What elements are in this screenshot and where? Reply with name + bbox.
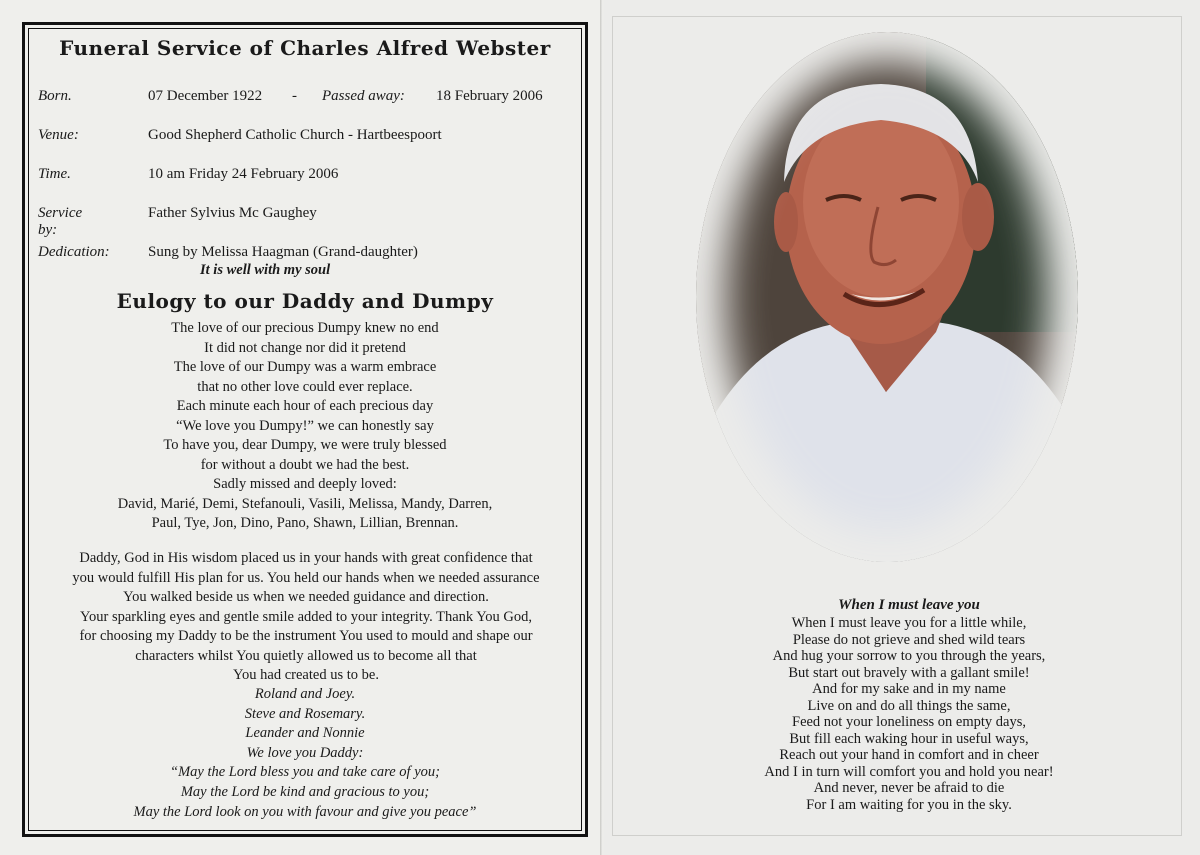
passed-away-label: Passed away: — [322, 88, 405, 104]
paragraph-line: characters whilst You quietly allowed us to become all that — [135, 647, 477, 664]
poem-line: But fill each waking hour in useful ways, — [789, 730, 1029, 747]
poem-line: But start out bravely with a gallant smile! — [788, 664, 1030, 681]
born-value: 07 December 1922 — [148, 88, 263, 104]
dedication-label: Dedication: — [38, 244, 110, 260]
poem-line: Live on and do all things the same, — [807, 697, 1011, 714]
poem-line: It did not change nor did it pretend — [204, 339, 406, 356]
farewell-poem — [704, 596, 1114, 813]
passed-away-value: 18 February 2006 — [436, 88, 543, 104]
poem-line: When I must leave you for a little while, — [791, 615, 1027, 631]
paragraph-line: You walked beside us when we needed guidance and direction. — [123, 589, 489, 605]
poem-line: “We love you Dumpy!” we can honestly say — [176, 417, 434, 434]
signature-line: We love you Daddy: — [246, 744, 364, 761]
poem-line: And never, never be afraid to die — [813, 780, 1005, 796]
paragraph-line: Daddy, God in His wisdom placed us in your hands with great confidence that — [79, 550, 533, 566]
poem-line: for without a doubt we had the best. — [200, 456, 410, 473]
paragraph-line: Your sparkling eyes and gentle smile added to your integrity. Thank You God, — [79, 608, 532, 625]
service-label: Service by: — [38, 205, 83, 238]
family-names: Paul, Tye, Jon, Dino, Pano, Shawn, Lillian, Brennan. — [151, 515, 459, 531]
poem-line: that no other love could ever replace. — [197, 378, 413, 395]
poem-line: Feed not your loneliness on empty days, — [792, 714, 1026, 730]
poem-line: Sadly missed and deeply loved: — [213, 476, 397, 492]
poem-line: And for my sake and in my name — [812, 681, 1006, 697]
poem-line: The love of our Dumpy was a warm embrace — [173, 359, 437, 375]
tribute-paragraph — [36, 549, 576, 686]
poem-line: And I in turn will comfort you and hold you near! — [764, 763, 1054, 780]
farewell-poem-title: When I must leave you — [838, 597, 980, 613]
paragraph-line: for choosing my Daddy to be the instrument You used to mould and shape our — [79, 628, 533, 644]
paragraph-line: you would fulfill His plan for us. You held our hands when we needed assurance — [72, 569, 540, 586]
family-names: David, Marié, Demi, Stefanouli, Vasili, Melissa, Mandy, Darren, — [117, 495, 493, 512]
paragraph-line: You had created us to be. — [233, 667, 379, 683]
time-value: 10 am Friday 24 February 2006 — [148, 166, 339, 182]
poem-line: Reach out your hand in comfort and in cheer — [779, 747, 1039, 763]
signature-line: Leander and Nonnie — [245, 725, 365, 742]
signature-line: Steve and Rosemary. — [244, 705, 366, 722]
blessing-line: May the Lord be kind and gracious to you; — [180, 783, 430, 800]
blessing-line: “May the Lord bless you and take care of you; — [170, 764, 440, 781]
dedication-value: Sung by Melissa Haagman (Grand-daughter) — [148, 244, 418, 260]
born-label: Born. — [38, 88, 72, 104]
song-title: It is well with my soul — [200, 262, 331, 278]
poem-line: For I am waiting for you in the sky. — [806, 796, 1012, 813]
poem-line: The love of our precious Dumpy knew no end — [171, 320, 439, 336]
poem-line: To have you, dear Dumpy, we were truly blessed — [163, 437, 447, 453]
eulogy-heading: Eulogy to our Daddy and Dumpy — [116, 289, 494, 313]
venue-label: Venue: — [38, 127, 79, 143]
poem-line: Each minute each hour of each precious day — [176, 398, 434, 414]
poem-line: And hug your sorrow to you through the years, — [772, 648, 1046, 664]
signature-line: Roland and Joey. — [254, 686, 356, 702]
page-title: Funeral Service of Charles Alfred Webster — [59, 36, 551, 60]
eulogy-poem — [34, 319, 576, 534]
poem-line: Please do not grieve and shed wild tears — [792, 631, 1026, 648]
signatures-blessing — [34, 685, 576, 822]
portrait-photo — [696, 32, 1078, 562]
portrait-photo-drawing — [696, 32, 1078, 562]
time-label: Time. — [38, 166, 71, 182]
blessing-line: May the Lord look on you with favour and give you peace” — [133, 803, 477, 820]
date-separator: - — [292, 88, 297, 104]
right-page — [604, 0, 1200, 855]
service-value: Father Sylvius Mc Gaughey — [148, 205, 317, 221]
venue-value: Good Shepherd Catholic Church - Hartbeespoort — [148, 127, 442, 143]
